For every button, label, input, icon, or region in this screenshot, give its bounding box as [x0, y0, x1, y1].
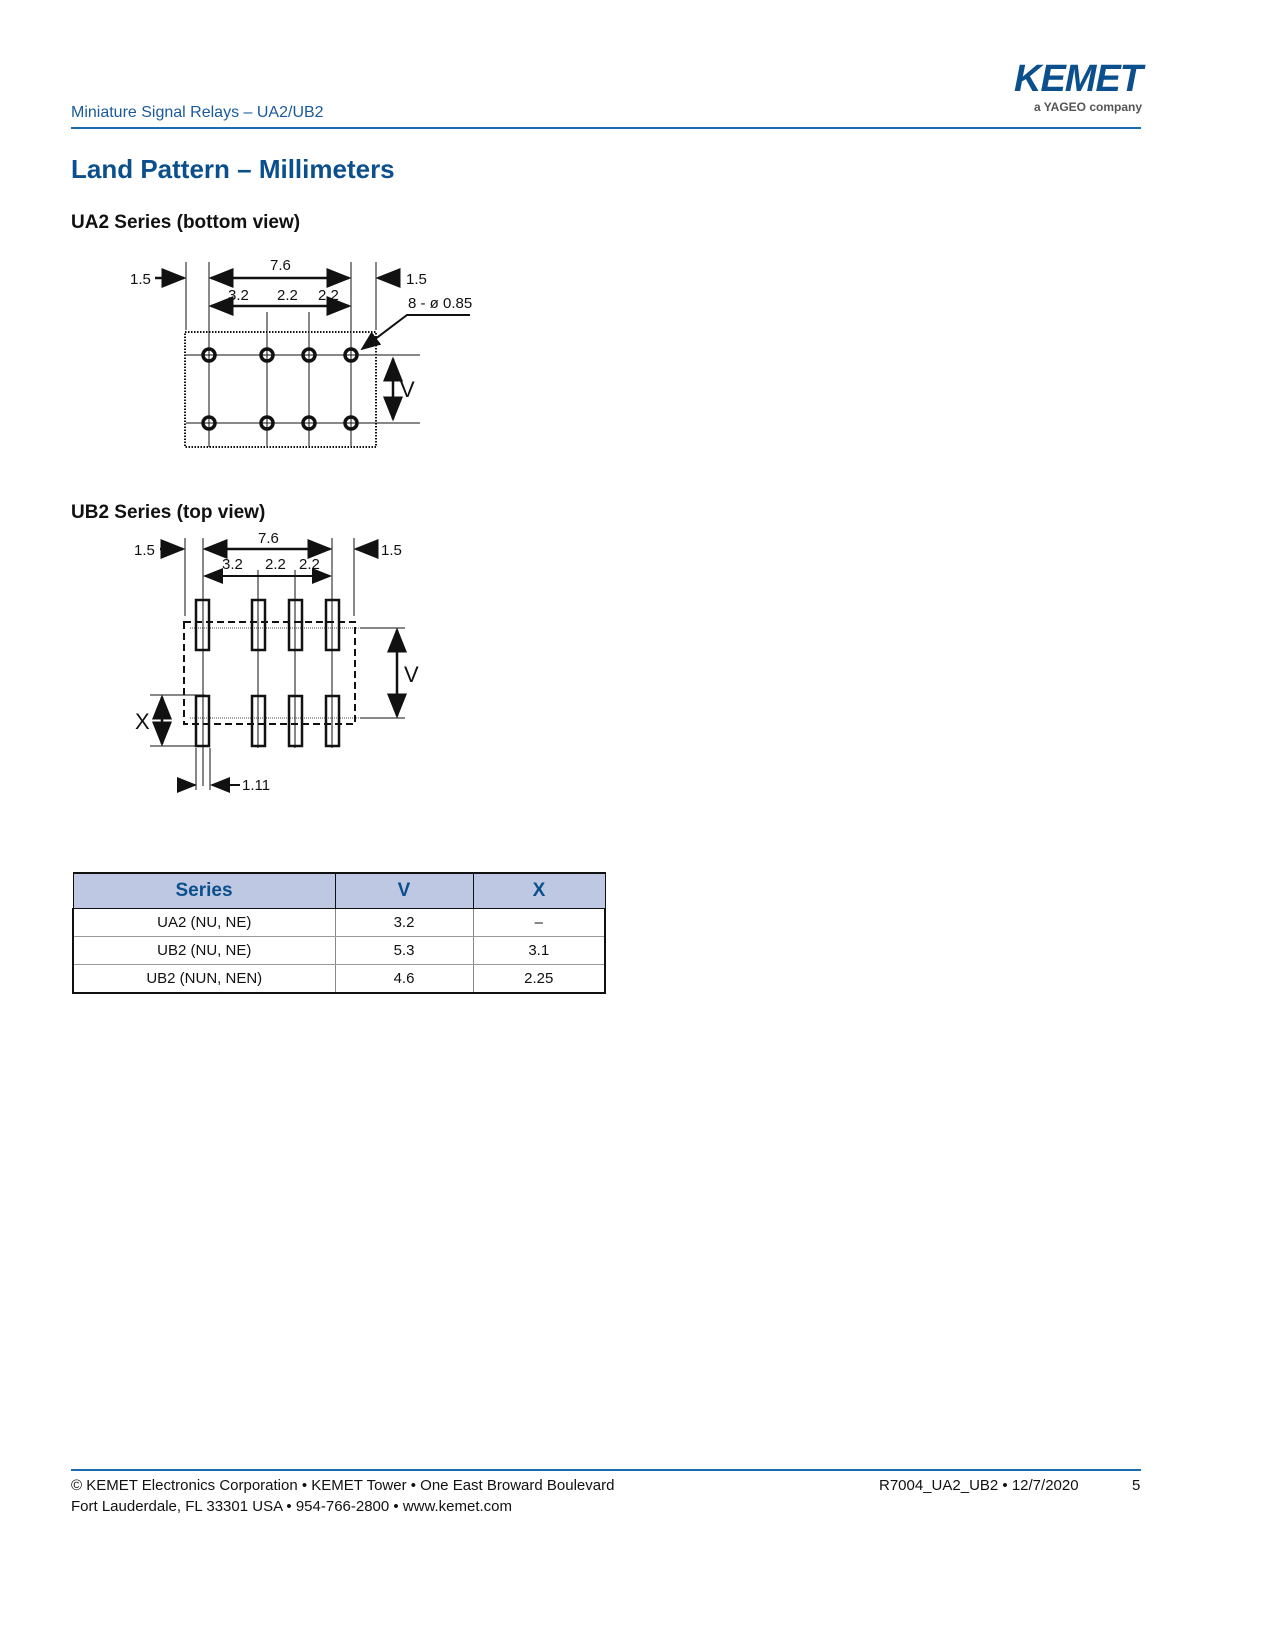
page-number: 5 [1132, 1477, 1141, 1494]
ub2-heading: UB2 Series (top view) [71, 502, 266, 523]
ua2-dim-p2: 2.2 [277, 287, 298, 304]
table-row [73, 909, 605, 937]
cell: UB2 (NU, NE) [73, 937, 335, 965]
ub2-dim-total: 7.6 [258, 530, 279, 547]
kemet-logo [990, 60, 1142, 114]
footer-address-2: Fort Lauderdale, FL 33301 USA • 954-766-2800 • www.kemet.com [71, 1498, 513, 1515]
logo-text: KEMET [1014, 58, 1142, 100]
ua2-dim-left: 1.5 [130, 271, 151, 288]
table-row [73, 937, 605, 965]
cell: 3.1 [473, 937, 605, 965]
cell: 3.2 [335, 909, 473, 937]
ub2-dim-p2: 2.2 [265, 556, 286, 573]
ub2-dim-p1: 3.2 [222, 556, 243, 573]
document-subtitle: Miniature Signal Relays – UA2/UB2 [71, 104, 324, 121]
ua2-dim-p1: 3.2 [228, 287, 249, 304]
ua2-dim-p3: 2.2 [318, 287, 339, 304]
logo-subtext: a YAGEO company [1033, 100, 1142, 114]
ub2-dim-v: V [404, 662, 419, 687]
ua2-dim-total: 7.6 [270, 257, 291, 274]
cell: 2.25 [473, 965, 605, 994]
cell: UA2 (NU, NE) [73, 909, 335, 937]
table-row [73, 965, 605, 994]
cell: – [473, 909, 605, 937]
ua2-hole-spec: 8 - ø 0.85 [408, 295, 473, 312]
col-v: V [335, 873, 473, 909]
ub2-pad-width: 1.11 [242, 777, 271, 794]
footer-rule [71, 1469, 1141, 1471]
cell: 4.6 [335, 965, 473, 994]
page-title: Land Pattern – Millimeters [71, 154, 395, 184]
ua2-heading: UA2 Series (bottom view) [71, 212, 301, 233]
ub2-dim-right: 1.5 [381, 542, 402, 559]
ub2-dim-left: 1.5 [134, 542, 155, 559]
ub2-labels [0, 0, 620, 820]
col-series: Series [73, 873, 335, 909]
footer-doc-id: R7004_UA2_UB2 • 12/7/2020 [879, 1477, 1079, 1494]
ub2-dim-p3: 2.2 [299, 556, 320, 573]
cell: UB2 (NUN, NEN) [73, 965, 335, 994]
col-x: X [473, 873, 605, 909]
ua2-dim-right: 1.5 [406, 271, 427, 288]
dimension-table [72, 872, 606, 994]
ua2-dim-v: V [400, 377, 415, 402]
ub2-dim-x: X [135, 709, 150, 734]
footer-address-1: © KEMET Electronics Corporation • KEMET Tower • One East Broward Boulevard [71, 1477, 615, 1494]
cell: 5.3 [335, 937, 473, 965]
